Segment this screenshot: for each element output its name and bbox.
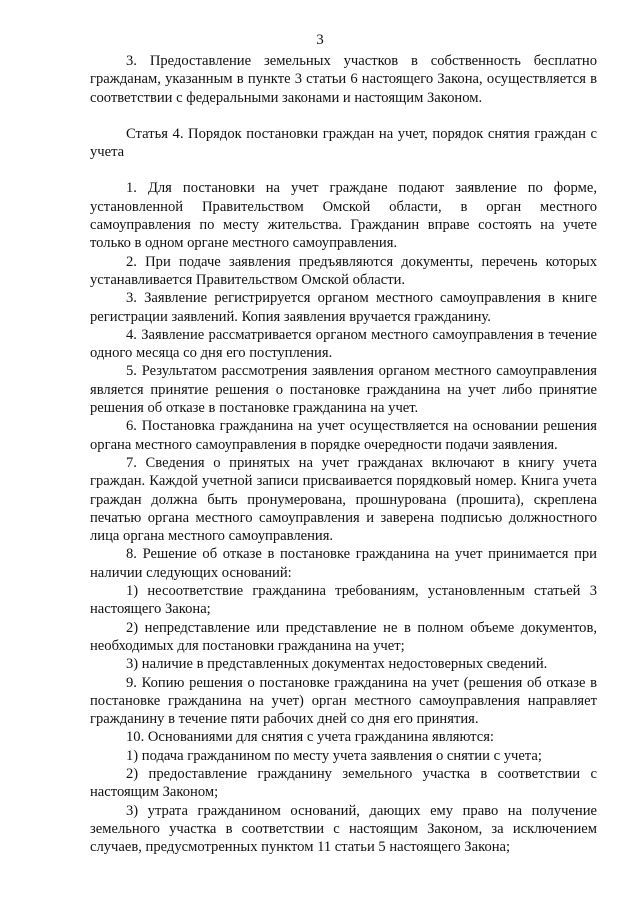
paragraph-8: 8. Решение об отказе в постановке гражданина на учет принимается при наличии следующих оснований: — [90, 546, 597, 581]
paragraph-7: 7. Сведения о принятых на учет гражданах включают в книгу учета граждан. Каждой учетной записи присваивается порядковый номер. Книга учета граждан должна быть пронумерована, прошнурована (прошита), скреплена печатью органа местного самоуправления и заверена подписью должностного лица органа местного самоуправления. — [90, 454, 597, 545]
paragraph-10-item-1: 1) подача гражданином по месту учета заявления о снятии с учета; — [126, 747, 542, 764]
paragraph-10: 10. Основаниями для снятия с учета гражданина являются: — [126, 729, 494, 746]
paragraph-3: 3. Заявление регистрируется органом местного самоуправления в книге регистрации заявлений. Копия заявления вручается гражданину. — [90, 290, 597, 325]
paragraph-5: 5. Результатом рассмотрения заявления органом местного самоуправления является принятие решения о постановке гражданина на учет либо принятие решения об отказе в постановке гражданина на учет. — [90, 363, 597, 417]
paragraph-6: 6. Постановка гражданина на учет осуществляется на основании решения органа местного самоуправления в порядке очередности подачи заявления. — [90, 418, 597, 453]
paragraph-8-item-2: 2) непредставление или представление не в полном объеме документов, необходимых для постановки гражданина на учет; — [90, 619, 597, 654]
intro-paragraph: 3. Предоставление земельных участков в собственность бесплатно гражданам, указанным в пункте 3 статьи 6 настоящего Закона, осуществляется в соответствии с федеральными законами и настоящим Законом. — [90, 53, 597, 106]
paragraph-8-item-3: 3) наличие в представленных документах недостоверных сведений. — [126, 656, 548, 673]
article-heading: Статья 4. Порядок постановки граждан на учет, порядок снятия граждан с учета — [90, 125, 597, 161]
paragraph-10-item-2: 2) предоставление гражданину земельного участка в соответствии с настоящим Законом; — [90, 765, 597, 801]
paragraph-1: 1. Для постановки на учет граждане подают заявление по форме, установленной Правительством Омской области, в орган местного самоуправления по месту жительства. Гражданин вправе состоять на учете только в одном органе местного самоуправления. — [90, 180, 597, 252]
paragraph-4: 4. Заявление рассматривается органом местного самоуправления в течение одного месяца со дня его поступления. — [90, 326, 597, 362]
paragraph-8-item-1: 1) несоответствие гражданина требованиям, установленным статьей 3 настоящего Закона; — [90, 583, 597, 618]
paragraph-2: 2. При подаче заявления предъявляются документы, перечень которых устанавливается Правительством Омской области. — [90, 253, 597, 288]
paragraph-9: 9. Копию решения о постановке гражданина на учет (решения об отказе в постановке гражданина на учет) орган местного самоуправления направляет гражданину в течение пяти рабочих дней со дня его принятия. — [90, 674, 597, 728]
paragraph-10-item-3: 3) утрата гражданином оснований, дающих ему право на получение земельного участка в соответствии с настоящим Законом, за исключением случаев, предусмотренных пунктом 11 статьи 5 настоящего Закона; — [90, 802, 597, 856]
document-body — [90, 52, 597, 856]
page-number: 3 — [316, 32, 324, 48]
